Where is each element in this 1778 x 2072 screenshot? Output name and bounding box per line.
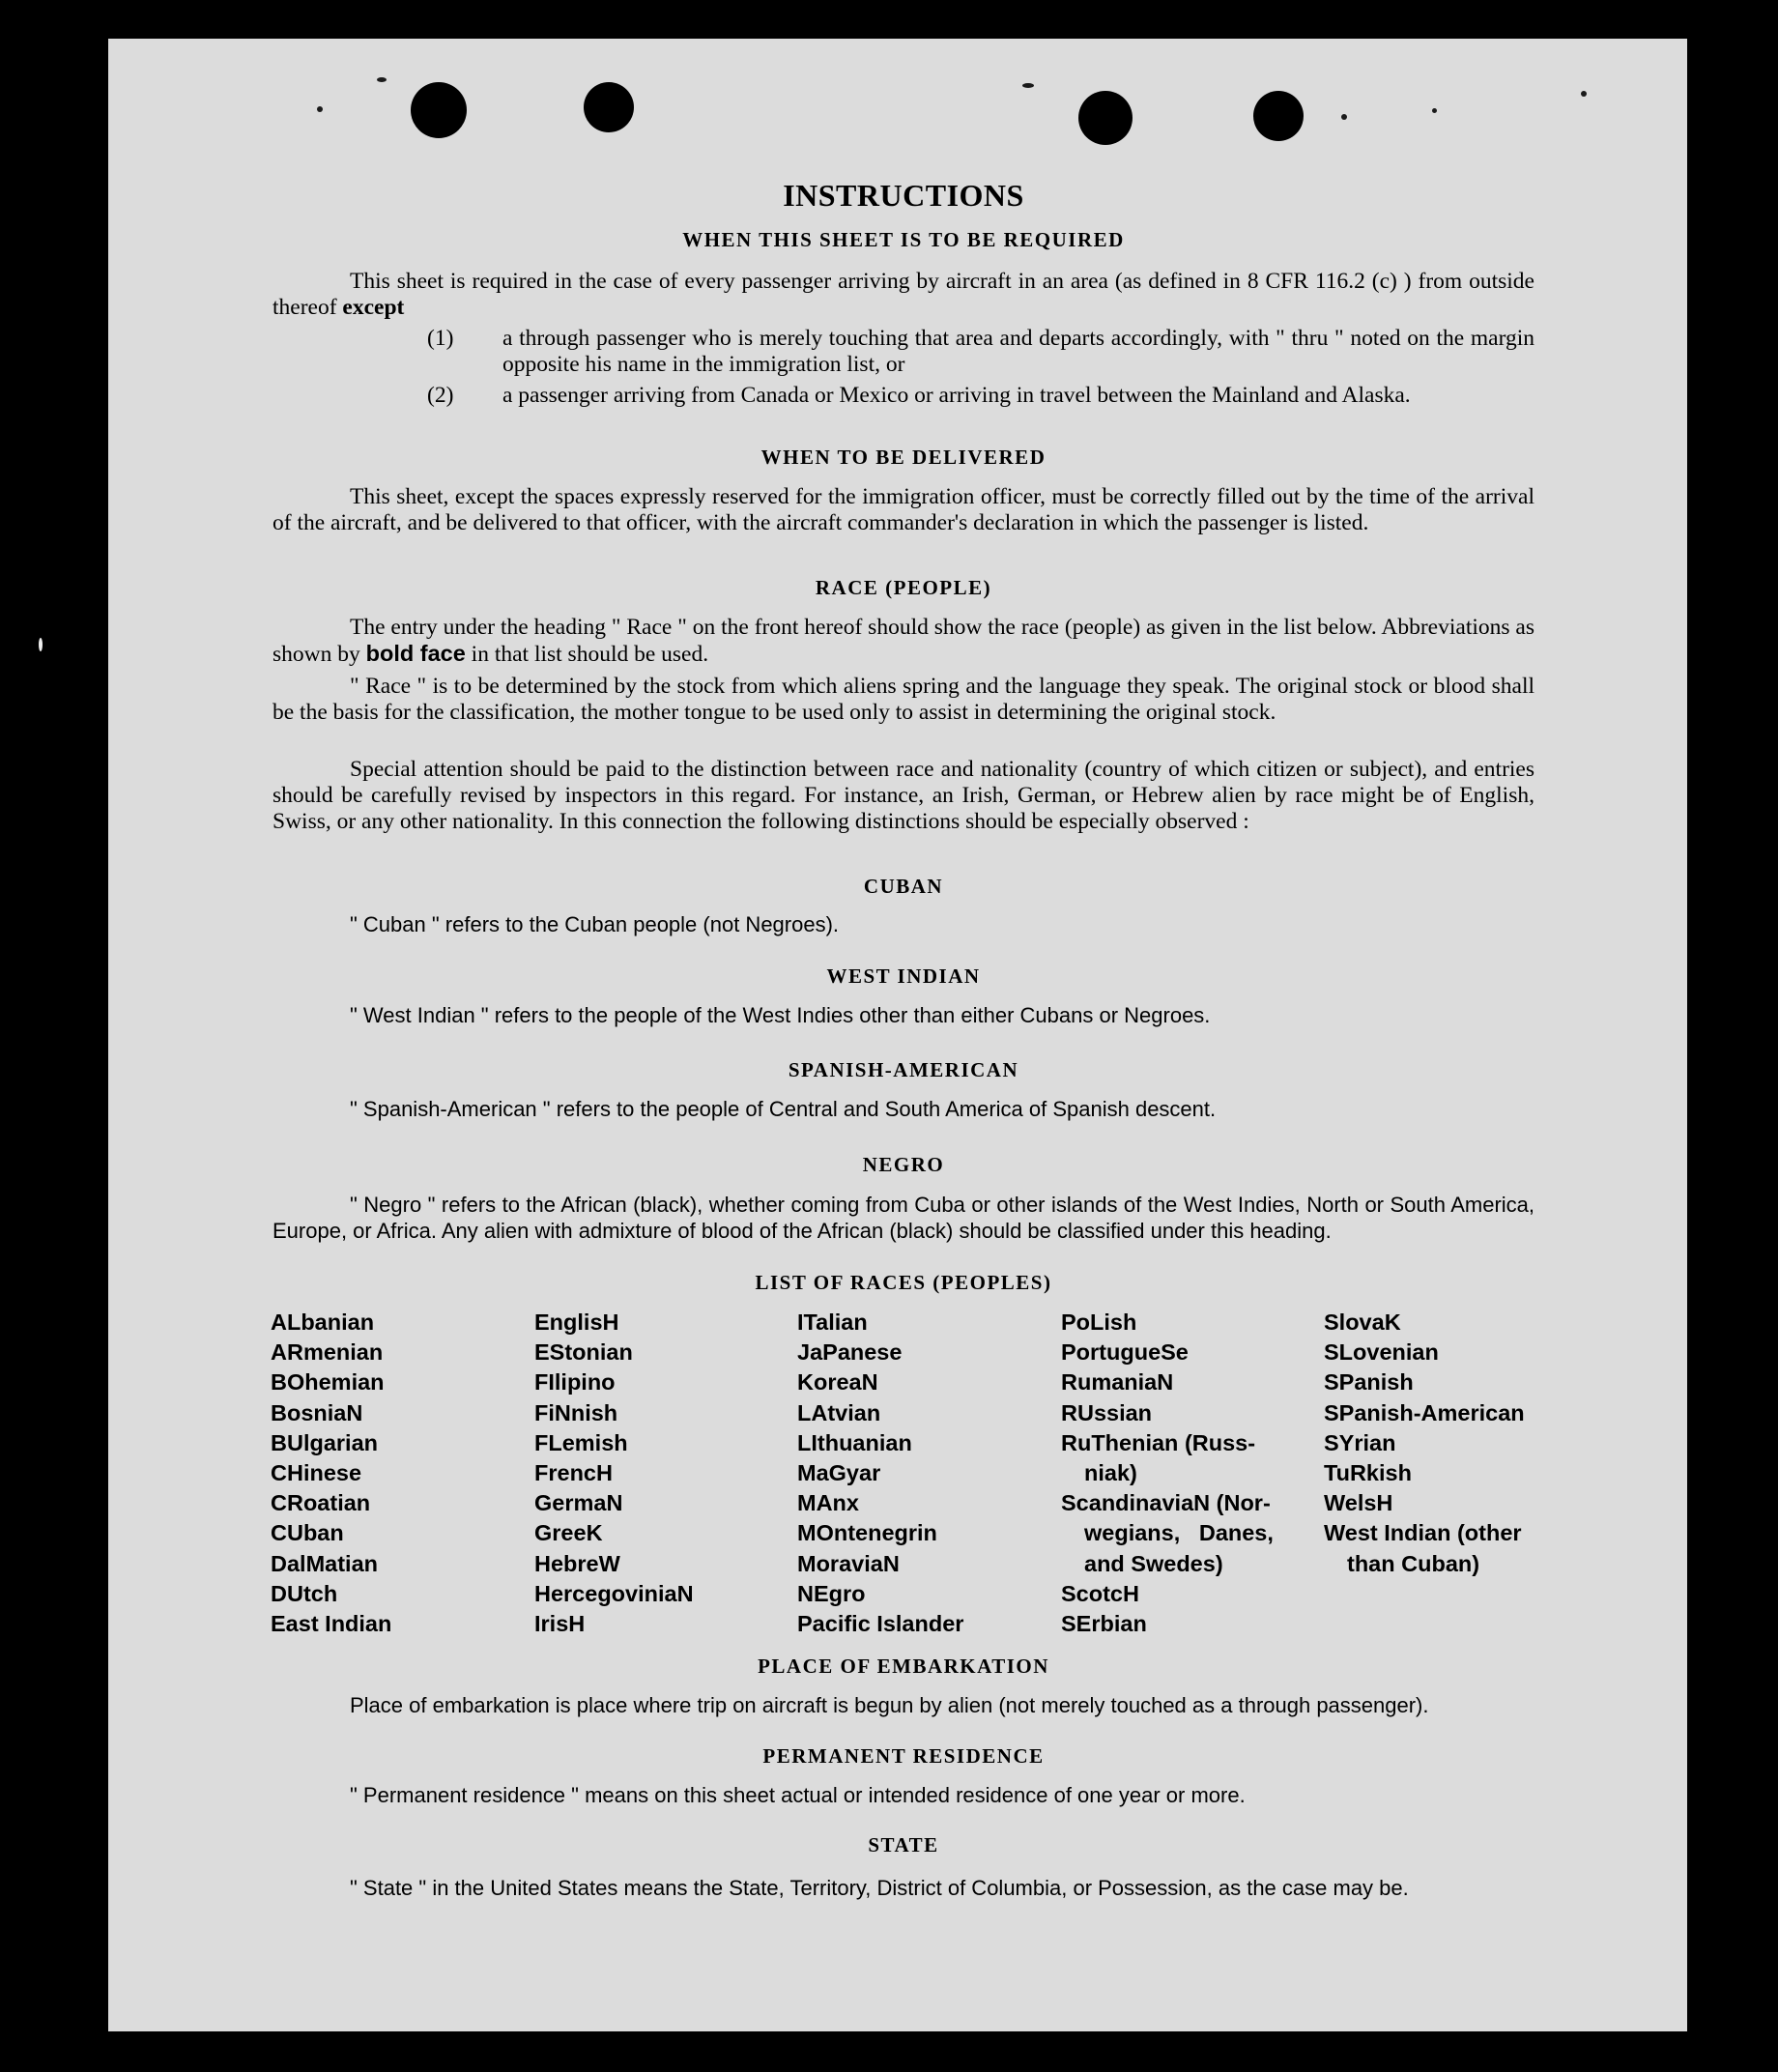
race-item: than Cuban)	[1347, 1550, 1480, 1576]
race-column	[1061, 1308, 1274, 1639]
race-item: HercegoviniaN	[534, 1580, 694, 1606]
race-item: KoreaN	[797, 1369, 878, 1396]
section-heading: LIST OF RACES (PEOPLES)	[755, 1271, 1052, 1294]
race-item: ScotcH	[1061, 1580, 1139, 1606]
section-heading: SPANISH-AMERICAN	[788, 1058, 1019, 1081]
race-item: East Indian	[271, 1611, 392, 1637]
race-item: MaGyar	[797, 1460, 881, 1486]
race-item: niak)	[1084, 1460, 1137, 1486]
race-item: BosniaN	[271, 1399, 363, 1425]
race-item: PortugueSe	[1061, 1339, 1189, 1366]
race-item: BUlgarian	[271, 1429, 378, 1455]
race-item: DalMatian	[271, 1550, 378, 1576]
section-heading: CUBAN	[863, 875, 944, 898]
paragraph: This sheet, except the spaces expressly reserved for the immigration officer, must be correctly filled out by the time of the arrival of the aircraft, and be delivered to that officer, with the aircraft commander's declaration in which the passenger is listed.	[272, 484, 1534, 535]
race-item: SErbian	[1061, 1611, 1147, 1637]
race-item: GreeK	[534, 1520, 603, 1546]
speck	[1341, 114, 1347, 120]
race-item: TuRkish	[1324, 1460, 1412, 1486]
race-item: ARmenian	[271, 1339, 384, 1366]
race-item: SPanish-American	[1324, 1399, 1525, 1425]
paragraph: " Negro " refers to the African (black), whether coming from Cuba or other islands of the West Indies, North or South America, Europe, or Africa. Any alien with admixture of blood of the African (black) should be classified under this heading.	[272, 1193, 1534, 1243]
race-item: FrencH	[534, 1460, 613, 1486]
list-item: (2) a passenger arriving from Canada or Mexico or arriving in travel between the Mainland and Alaska.	[427, 383, 1411, 408]
race-item: FiNnish	[534, 1399, 618, 1425]
race-item: PoLish	[1061, 1309, 1137, 1335]
race-item: SlovaK	[1324, 1309, 1401, 1335]
race-item: EnglisH	[534, 1309, 619, 1335]
section-heading: PERMANENT RESIDENCE	[762, 1744, 1045, 1768]
race-item: MoraviaN	[797, 1550, 900, 1576]
race-item: and Swedes)	[1084, 1550, 1223, 1576]
paragraph: The entry under the heading " Race " on the front hereof should show the race (people) as given in the list below. Abbreviations as shown by bold face in that list should be used.	[272, 615, 1534, 667]
race-item: West Indian (other	[1324, 1520, 1522, 1546]
section-heading: WHEN THIS SHEET IS TO BE REQUIRED	[682, 228, 1125, 251]
speck	[1022, 83, 1034, 88]
race-item: wegians, Danes,	[1084, 1520, 1274, 1546]
race-item: RumaniaN	[1061, 1369, 1174, 1396]
race-item: JaPanese	[797, 1339, 903, 1366]
race-item: MAnx	[797, 1490, 859, 1516]
speck	[1432, 108, 1437, 113]
race-column	[534, 1308, 694, 1639]
race-item: LAtvian	[797, 1399, 881, 1425]
section-heading: NEGRO	[862, 1153, 945, 1176]
race-item: IrisH	[534, 1611, 586, 1637]
paragraph: " Cuban " refers to the Cuban people (not Negroes).	[350, 912, 840, 936]
speck	[377, 77, 387, 82]
race-item: FLemish	[534, 1429, 628, 1455]
race-item: CHinese	[271, 1460, 362, 1486]
race-item: SLovenian	[1324, 1339, 1439, 1366]
punch-hole	[584, 82, 634, 132]
paragraph: " Spanish-American " refers to the people of Central and South America of Spanish descent.	[350, 1097, 1217, 1121]
punch-hole	[1078, 91, 1133, 145]
section-heading: PLACE OF EMBARKATION	[758, 1655, 1049, 1678]
race-item: SPanish	[1324, 1369, 1414, 1396]
race-item: RUssian	[1061, 1399, 1153, 1425]
race-item: EStonian	[534, 1339, 633, 1366]
paragraph: Special attention should be paid to the distinction between race and nationality (country of which citizen or subject), and entries should be carefully revised by inspectors in this regard. For instance, an Irish, German, or Hebrew alien by race might be of English, Swiss, or any other nationality. In this connection the following distinctions should be especially observed :	[272, 757, 1534, 834]
paragraph: " West Indian " refers to the people of the West Indies other than either Cubans or Negroes.	[350, 1003, 1211, 1027]
race-column	[1324, 1308, 1525, 1579]
speck	[39, 638, 43, 651]
race-item: FIlipino	[534, 1369, 616, 1396]
race-column	[797, 1308, 963, 1639]
race-item: ALbanian	[271, 1309, 375, 1335]
race-item: HebreW	[534, 1550, 620, 1576]
race-item: CUban	[271, 1520, 344, 1546]
punch-hole	[1253, 91, 1304, 141]
race-item: WelsH	[1324, 1490, 1393, 1516]
page-title: INSTRUCTIONS	[783, 178, 1024, 213]
race-item: ITalian	[797, 1309, 868, 1335]
section-heading: STATE	[868, 1833, 939, 1856]
race-column	[271, 1308, 391, 1639]
race-item: MOntenegrin	[797, 1520, 937, 1546]
race-item: BOhemian	[271, 1369, 385, 1396]
list-item: (1) a through passenger who is merely touching that area and departs accordingly, with " thru " noted on the margin opposite his name in the immigration list, or	[427, 326, 1534, 377]
race-item: DUtch	[271, 1580, 338, 1606]
race-item: CRoatian	[271, 1490, 371, 1516]
section-heading: WHEN TO BE DELIVERED	[760, 446, 1047, 469]
paragraph: " State " in the United States means the State, Territory, District of Columbia, or Possession, as the case may be.	[350, 1876, 1409, 1900]
race-item: RuThenian (Russ-	[1061, 1429, 1256, 1455]
race-item: ScandinaviaN (Nor-	[1061, 1490, 1271, 1516]
paragraph: " Permanent residence " means on this sheet actual or intended residence of one year or more.	[350, 1783, 1246, 1807]
paragraph: This sheet is required in the case of every passenger arriving by aircraft in an area (as defined in 8 CFR 116.2 (c) ) from outside thereof except	[272, 269, 1534, 320]
race-item: GermaN	[534, 1490, 623, 1516]
race-item: LIthuanian	[797, 1429, 912, 1455]
punch-hole	[411, 82, 467, 138]
section-heading: WEST INDIAN	[826, 964, 981, 988]
race-item: SYrian	[1324, 1429, 1396, 1455]
speck	[1581, 91, 1587, 97]
paragraph: " Race " is to be determined by the stock from which aliens spring and the language they speak. The original stock or blood shall be the basis for the classification, the mother tongue to be used only to assist in determining the original stock.	[272, 674, 1534, 725]
section-heading: RACE (PEOPLE)	[815, 576, 992, 599]
paragraph: Place of embarkation is place where trip on aircraft is begun by alien (not merely touched as a through passenger).	[350, 1693, 1429, 1717]
race-item: Pacific Islander	[797, 1611, 964, 1637]
speck	[317, 106, 323, 112]
race-item: NEgro	[797, 1580, 866, 1606]
